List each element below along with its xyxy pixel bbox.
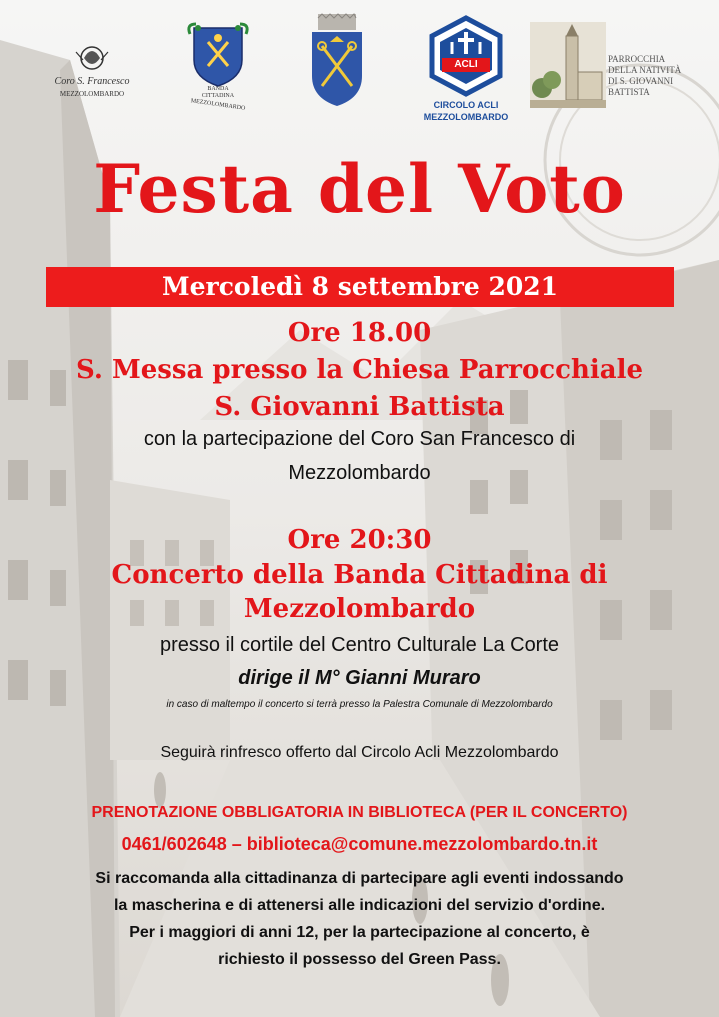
parrocchia-line1: PARROCCHIA (608, 54, 666, 64)
notice-line1: Si raccomanda alla cittadinanza di partecipare agli eventi indossando (95, 870, 624, 887)
event2-time: Ore 20:30 (287, 525, 432, 555)
parrocchia-line2: DELLA NATIVITÀ (608, 65, 682, 75)
event2-note: in caso di maltempo il concerto si terrà presso la Palestra Comunale di Mezzolombardo (166, 699, 553, 710)
acli-line2: MEZZOLOMBARDO (423, 112, 509, 122)
notice-line3: Per i maggiori di anni 12, per la partecipazione al concerto, è (129, 924, 590, 941)
poster-title: Festa del Voto (93, 150, 626, 228)
banda-line1: BANDA (207, 86, 229, 92)
event1-desc2: Mezzolombardo (288, 462, 431, 484)
date-banner: Mercoledì 8 settembre 2021 (46, 267, 674, 307)
event1-line2: S. Giovanni Battista (214, 392, 505, 422)
coro-city: MEZZOLOMBARDO (59, 90, 125, 98)
acli-line1: CIRCOLO ACLI (433, 100, 499, 110)
event1-time: Ore 18.00 (287, 318, 432, 348)
coro-name: Coro S. Francesco (54, 76, 130, 87)
event2-line2: Mezzolombardo (243, 594, 476, 624)
event1-line1: S. Messa presso la Chiesa Parrocchiale (75, 355, 643, 385)
booking-line2: 0461/602648 – biblioteca@comune.mezzolombardo.tn.it (121, 834, 598, 854)
rinfresco-text: Seguirà rinfresco offerto dal Circolo Acli Mezzolombardo (160, 744, 559, 761)
banda-line2: CITTADINA (201, 93, 235, 99)
banda-city: MEZZOLOMBARDO (190, 98, 246, 112)
event2-director: dirige il M° Gianni Muraro (238, 667, 481, 689)
parrocchia-line4: BATTISTA (608, 87, 650, 97)
notice-line2: la mascherina e di attenersi alle indicazioni del servizio d'ordine. (113, 897, 606, 914)
notice-line4: richiesto il possesso del Green Pass. (218, 951, 501, 968)
parrocchia-line3: DI S. GIOVANNI (608, 76, 674, 86)
booking-line1: PRENOTAZIONE OBBLIGATORIA IN BIBLIOTECA (PER IL CONCERTO) (91, 804, 628, 821)
event2-line1: Concerto della Banda Cittadina di (111, 560, 608, 590)
acli-badge: ACLI (454, 59, 478, 70)
event1-desc1: con la partecipazione del Coro San Francesco di (143, 428, 576, 450)
event2-place: presso il cortile del Centro Culturale La Corte (159, 634, 560, 656)
